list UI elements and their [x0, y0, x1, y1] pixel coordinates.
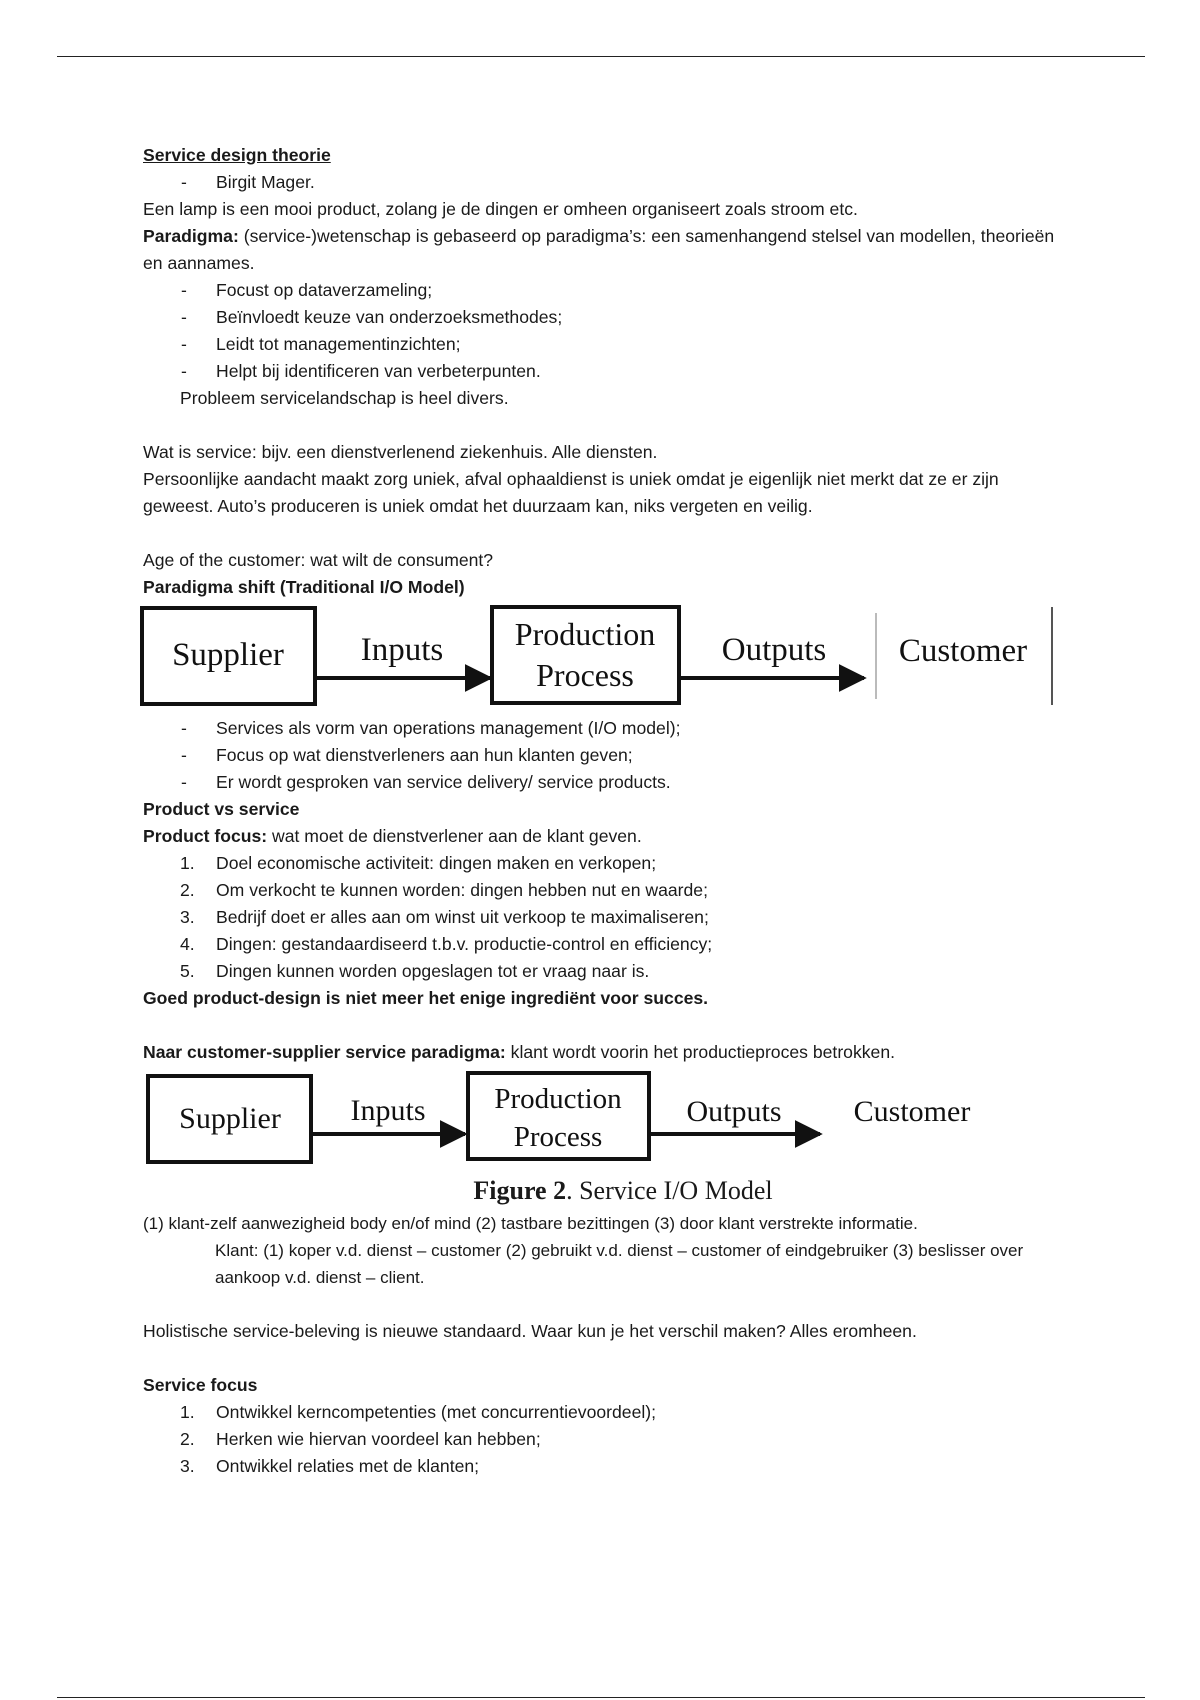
naar-label: Naar customer-supplier service paradigma:: [143, 1042, 506, 1062]
outputs-label: Outputs: [686, 1095, 782, 1128]
service-paragraph: Wat is service: bijv. een dienstverlenend ziekenhuis. Alle diensten.: [143, 442, 658, 462]
paradigma-bullets: [143, 277, 1063, 385]
list-item: 2. Herken wie hiervan voordeel kan hebben;: [180, 1429, 541, 1449]
list-item: - Services als vorm van operations management (I/O model);: [143, 715, 1063, 742]
list-item: 3. Ontwikkel relaties met de klanten;: [180, 1456, 480, 1476]
list-item: 2. Om verkocht te kunnen worden: dingen hebben nut en waarde;: [180, 880, 708, 900]
io-bullets: [143, 715, 1063, 796]
inputs-label: Inputs: [360, 632, 444, 668]
holistic-paragraph: Holistische service-beleving is nieuwe standaard. Waar kun je het verschil maken? Alles eromheen.: [143, 1321, 917, 1341]
inputs-label: Inputs: [350, 1094, 426, 1127]
lamp-paragraph: Een lamp is een mooi product, zolang je de dingen er omheen organiseert zoals stroom etc.: [143, 199, 858, 219]
product-focus-paragraph: [143, 823, 1063, 850]
figure-caption: [143, 1174, 1063, 1208]
list-item: 1. Doel economische activiteit: dingen maken en verkopen;: [180, 853, 657, 873]
good-design-statement: Goed product-design is niet meer het enige ingrediënt voor succes.: [143, 988, 709, 1008]
list-item: 1. Ontwikkel kerncompetenties (met concurrentievoordeel);: [180, 1402, 657, 1422]
list-item: - Helpt bij identificeren van verbeterpunten.: [143, 358, 1063, 385]
product-focus-label: Product focus:: [143, 826, 268, 846]
list-item: - Focus op wat dienstverleners aan hun klanten geven;: [143, 742, 1063, 769]
paradigma-paragraph: [143, 223, 1063, 277]
list-item: 3. Bedrijf doet er alles aan om winst uit verkoop te maximaliseren;: [180, 907, 709, 927]
product-focus-list: [143, 850, 1063, 985]
service-focus-heading: Service focus: [143, 1375, 258, 1395]
product-vs-service-heading: Product vs service: [143, 799, 300, 819]
list-item: - Focust op dataverzameling;: [143, 277, 1063, 304]
naar-paragraph: [143, 1039, 1063, 1066]
klant-definitie: Klant: (1) koper v.d. dienst – customer (2) gebruikt v.d. dienst – customer of eindgebruiker (3) beslisser over aankoop v.d. dienst – client.: [215, 1241, 1024, 1287]
supplier-label: Supplier: [172, 637, 284, 673]
list-item: - Birgit Mager.: [143, 169, 1063, 196]
header-rule: [57, 56, 1145, 57]
outputs-label: Outputs: [721, 632, 827, 668]
list-item: - Leidt tot managementinzichten;: [143, 331, 1063, 358]
process-label-line2: Process: [536, 657, 634, 693]
traditional-io-diagram: [140, 605, 1060, 709]
process-label-line1: Production: [514, 616, 656, 652]
process-label-line2: Process: [513, 1121, 603, 1153]
paradigma-text: (service-)wetenschap is gebaseerd op paradigma’s: een samenhangend stelsel van modellen, theorieën en aannames.: [143, 226, 1055, 273]
shift-heading: Paradigma shift (Traditional I/O Model): [143, 577, 465, 597]
customer-label: Customer: [898, 633, 1028, 669]
list-item: 4. Dingen: gestandaardiseerd t.b.v. productie-control en efficiency;: [180, 934, 713, 954]
age-paragraph: Age of the customer: wat wilt de consument?: [143, 550, 494, 570]
document-body: [143, 142, 1063, 1480]
intro-list: [143, 169, 1063, 196]
figure-caption-bold: Figure 2: [473, 1176, 567, 1205]
personal-paragraph: Persoonlijke aandacht maakt zorg uniek, afval ophaaldienst is uniek omdat je eigenlijk niet merkt dat ze er zijn geweest. Auto’s produceren is uniek omdat het duurzaam kan, niks vergeten en veilig.: [143, 469, 999, 516]
paradigma-label: Paradigma:: [143, 226, 239, 246]
service-io-diagram: [140, 1070, 1060, 1168]
list-item: - Er wordt gesproken van service delivery/ service products.: [143, 769, 1063, 796]
page-title: Service design theorie: [143, 145, 331, 165]
figure-caption-rest: . Service I/O Model: [566, 1176, 773, 1205]
service-focus-list: [143, 1399, 1063, 1480]
supplier-label: Supplier: [179, 1102, 281, 1135]
process-label-line1: Production: [494, 1083, 622, 1115]
customer-label: Customer: [853, 1095, 971, 1128]
naar-text: klant wordt voorin het productieproces betrokken.: [510, 1042, 896, 1062]
paradigma-note: Probleem servicelandschap is heel divers.: [180, 388, 509, 408]
klant-aanwezigheid: (1) klant-zelf aanwezigheid body en/of mind (2) tastbare bezittingen (3) door klant verstrekte informatie.: [143, 1214, 918, 1233]
list-item: - Beïnvloedt keuze van onderzoeksmethodes;: [143, 304, 1063, 331]
footer-rule: [57, 1697, 1145, 1698]
product-focus-text: wat moet de dienstverlener aan de klant geven.: [272, 826, 642, 846]
list-item: 5. Dingen kunnen worden opgeslagen tot er vraag naar is.: [180, 961, 650, 981]
